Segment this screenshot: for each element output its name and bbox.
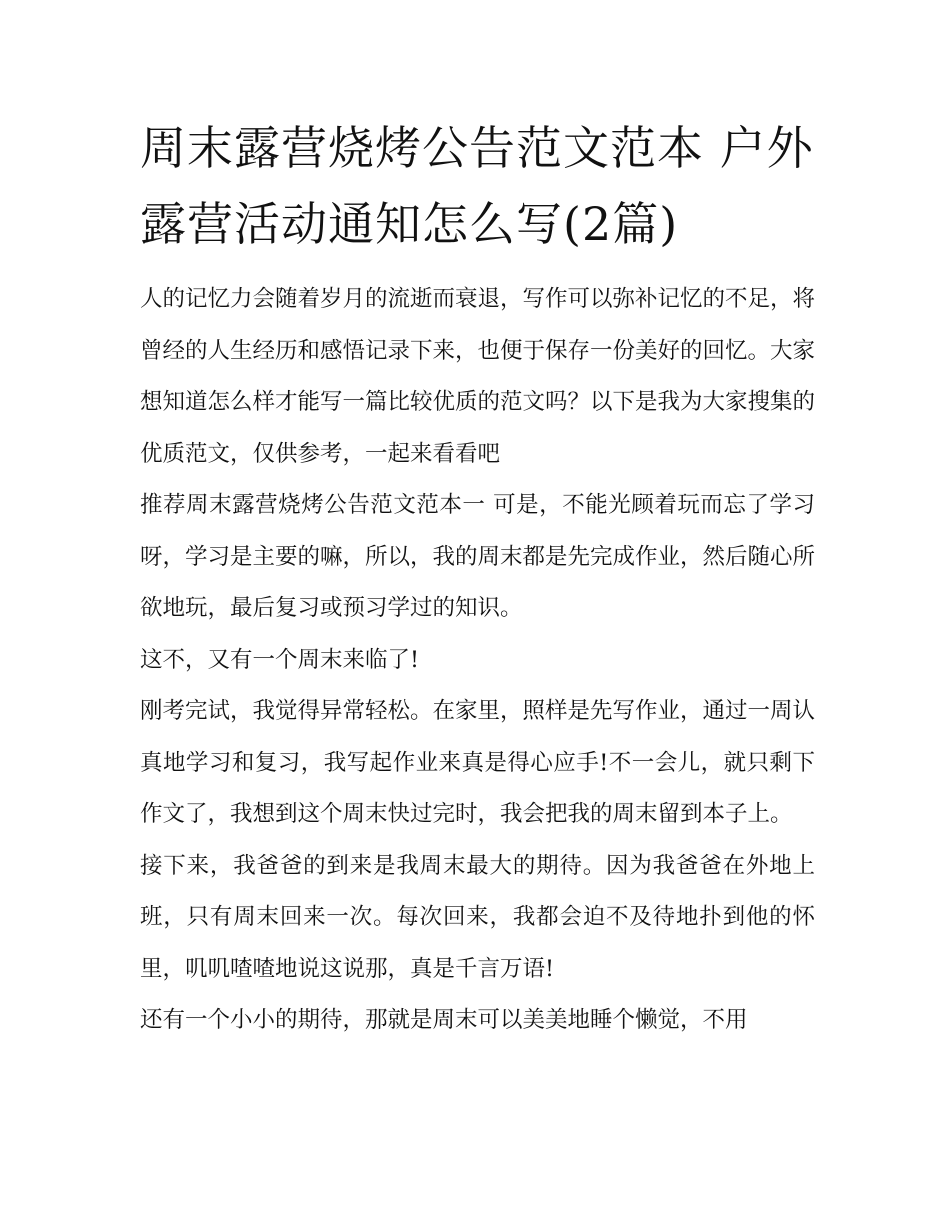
paragraph-intro: 人的记忆力会随着岁月的流逝而衰退，写作可以弥补记忆的不足，将曾经的人生经历和感悟记录下来，也便于保存一份美好的回忆。大家想知道怎么样才能写一篇比较优质的范文吗？以下是我为大家搜集的优质范文，仅供参考，一起来看看吧 [140, 286, 816, 467]
paragraph-father: 接下来，我爸爸的到来是我周末最大的期待。因为我爸爸在外地上班，只有周末回来一次。每次回来，我都会迫不及待地扑到他的怀里，叽叽喳喳地说这说那，真是千言万语! [140, 852, 815, 982]
document-page [140, 110, 815, 1047]
paragraph-recommend: 推荐周末露营烧烤公告范文范本一 可是，不能光顾着玩而忘了学习呀，学习是主要的嘛，所以，我的周末都是先完成作业，然后随心所欲地玩，最后复习或预习学过的知识。 [140, 492, 816, 621]
document-title: 周末露营烧烤公告范文范本 户外露营活动通知怎么写(2篇) [140, 121, 814, 251]
paragraph-weekend-arrives: 这不，又有一个周末来临了! [140, 646, 420, 673]
paragraph-sleep-in: 还有一个小小的期待，那就是周末可以美美地睡个懒觉，不用 [140, 1007, 748, 1033]
paragraph-homework: 刚考完试，我觉得异常轻松。在家里，照样是先写作业，通过一周认真地学习和复习，我写起作业来真是得心应手!不一会儿，就只剩下作文了，我想到这个周末快过完时，我会把我的周末留到本子上。 [140, 698, 816, 827]
